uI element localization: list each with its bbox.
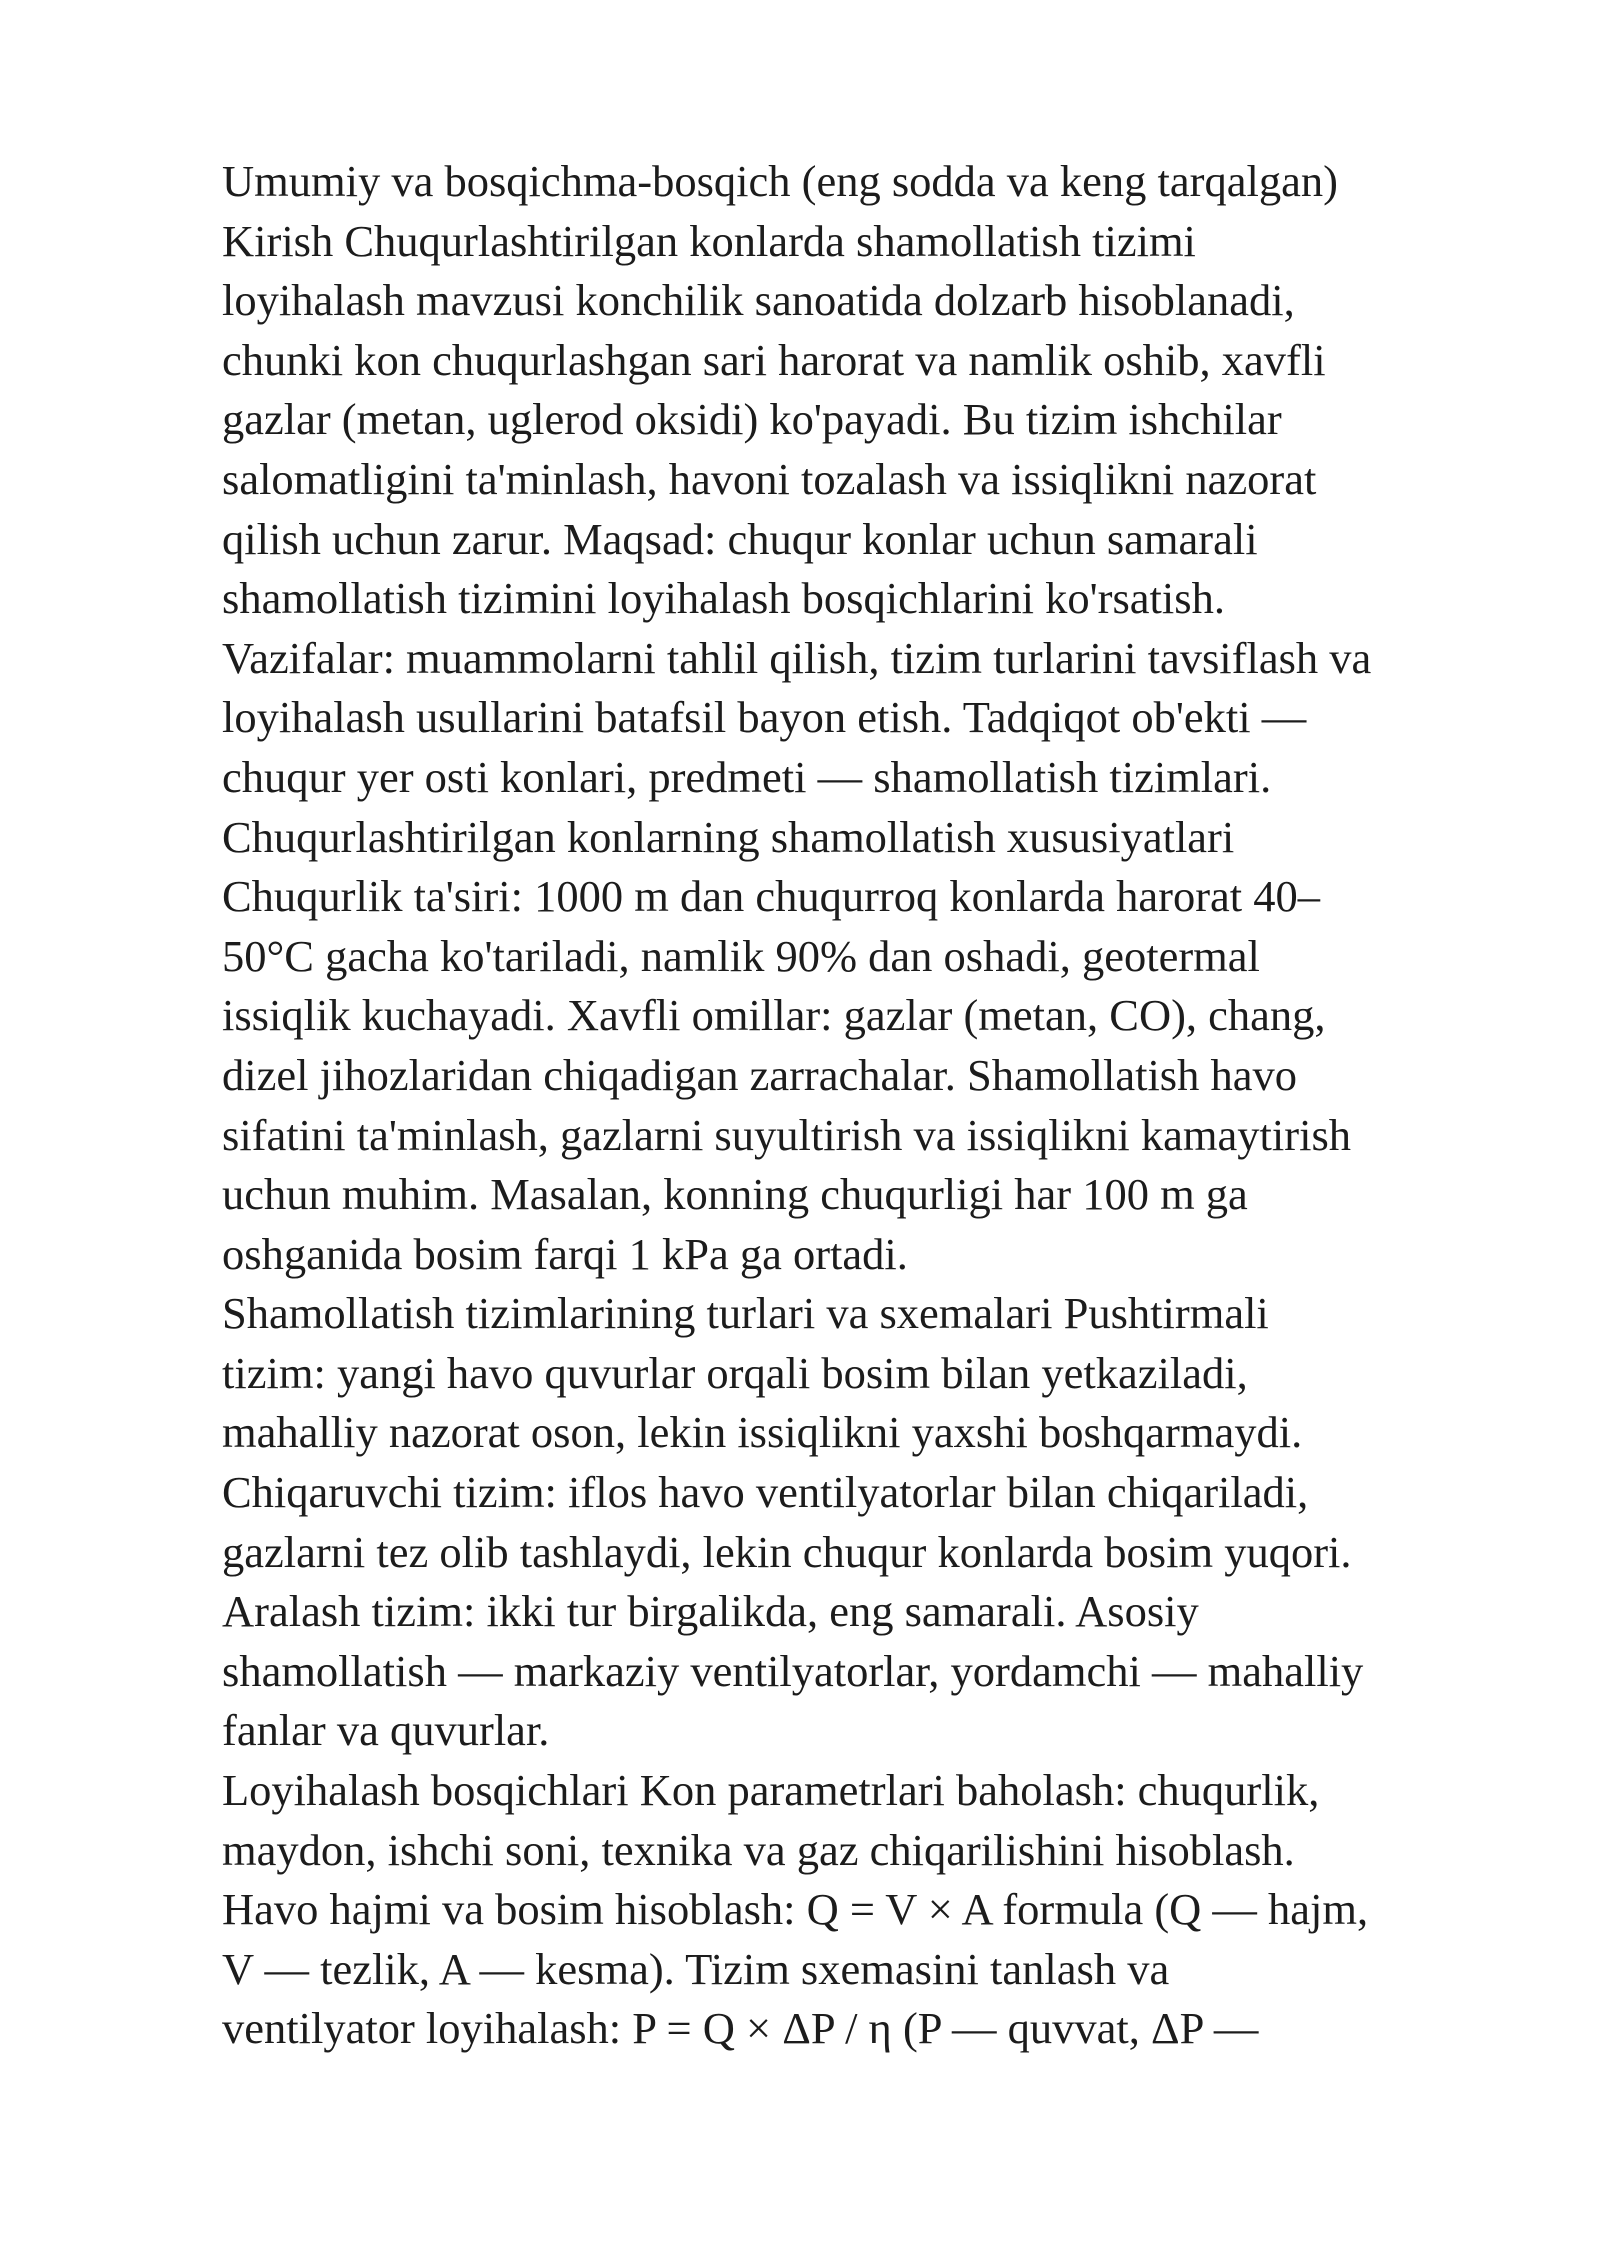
text-line: Havo hajmi va bosim hisoblash: Q = V × A formula (Q — hajm, [222, 1884, 1369, 1935]
text-line: qilish uchun zarur. Maqsad: chuqur konlar uchun samarali [222, 513, 1258, 564]
text-line: oshganida bosim farqi 1 kPa ga ortadi. [222, 1228, 908, 1279]
text-line: ventilyator loyihalash: P = Q × ΔP / η (P — quvvat, ΔP — [222, 2003, 1259, 2054]
text-line: Chiqaruvchi tizim: iflos havo ventilyatorlar bilan chiqariladi, [222, 1467, 1309, 1518]
text-line: chuqur yer osti konlari, predmeti — shamollatish tizimlari. [222, 751, 1272, 802]
text-line: Kirish Chuqurlashtirilgan konlarda shamollatish tizimi [222, 215, 1196, 266]
text-line: sifatini ta'minlash, gazlarni suyultirish va issiqlikni kamaytirish [222, 1109, 1352, 1160]
text-line: 50°C gacha ko'tariladi, namlik 90% dan oshadi, geotermal [222, 930, 1260, 981]
text-line: loyihalash usullarini batafsil bayon etish. Tadqiqot ob'ekti — [222, 692, 1307, 743]
text-line: gazlarni tez olib tashlaydi, lekin chuqur konlarda bosim yuqori. [222, 1526, 1352, 1577]
text-line: loyihalash mavzusi konchilik sanoatida dolzarb hisoblanadi, [222, 275, 1295, 326]
text-line: tizim: yangi havo quvurlar orqali bosim bilan yetkaziladi, [222, 1347, 1248, 1398]
text-line: V — tezlik, A — kesma). Tizim sxemasini tanlash va [222, 1943, 1170, 1994]
text-line: fanlar va quvurlar. [222, 1705, 550, 1756]
body-text [222, 152, 1522, 2059]
text-line: issiqlik kuchayadi. Xavfli omillar: gazlar (metan, CO), chang, [222, 990, 1326, 1041]
text-line: Shamollatish tizimlarining turlari va sxemalari Pushtirmali [222, 1288, 1269, 1339]
text-line: Umumiy va bosqichma-bosqich (eng sodda va keng tarqalgan) [222, 156, 1338, 206]
text-line: Chuqurlashtirilgan konlarning shamollatish xususiyatlari [222, 811, 1235, 862]
text-line: dizel jihozlaridan chiqadigan zarrachalar. Shamollatish havo [222, 1049, 1297, 1100]
text-line: Vazifalar: muammolarni tahlil qilish, tizim turlarini tavsiflash va [222, 632, 1372, 683]
text-line: shamollatish — markaziy ventilyatorlar, yordamchi — mahalliy [222, 1645, 1364, 1696]
text-line: maydon, ishchi soni, texnika va gaz chiqarilishini hisoblash. [222, 1824, 1295, 1875]
text-line: shamollatish tizimini loyihalash bosqichlarini ko'rsatish. [222, 573, 1225, 624]
text-line: mahalliy nazorat oson, lekin issiqlikni yaxshi boshqarmaydi. [222, 1407, 1303, 1458]
text-line: Chuqurlik ta'siri: 1000 m dan chuqurroq konlarda harorat 40– [222, 871, 1321, 922]
text-line: salomatligini ta'minlash, havoni tozalash va issiqlikni nazorat [222, 453, 1317, 504]
text-line: gazlar (metan, uglerod oksidi) ko'payadi. Bu tizim ishchilar [222, 394, 1282, 445]
text-line: Aralash tizim: ikki tur birgalikda, eng samarali. Asosiy [222, 1586, 1199, 1637]
text-line: chunki kon chuqurlashgan sari harorat va namlik oshib, xavfli [222, 334, 1326, 385]
text-line: Loyihalash bosqichlari Kon parametrlari baholash: chuqurlik, [222, 1765, 1320, 1816]
text-line: uchun muhim. Masalan, konning chuqurligi har 100 m ga [222, 1169, 1248, 1220]
